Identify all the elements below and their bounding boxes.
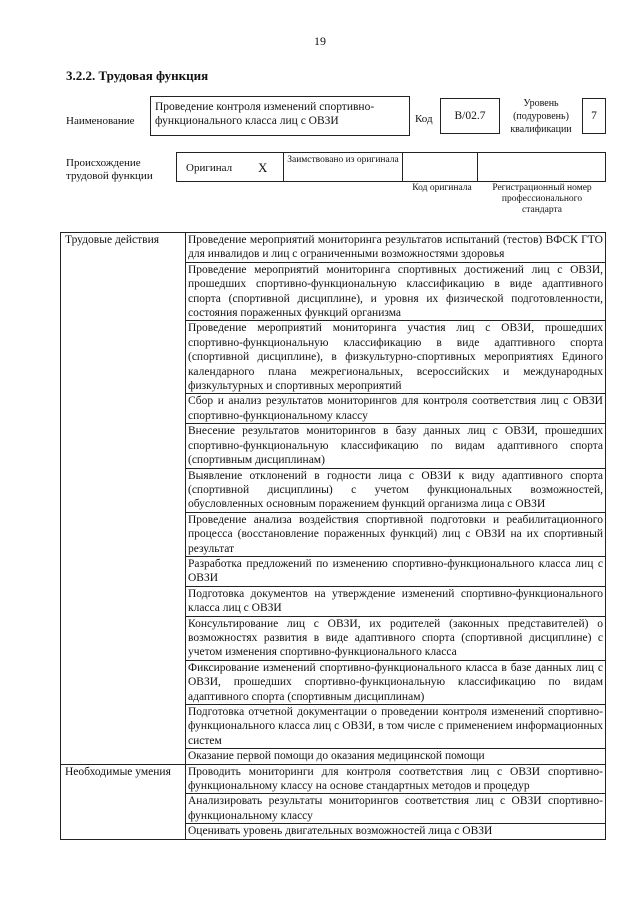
section-item: Проводить мониторинги для контроля соответствия лиц с ОВЗИ спортивно-функциональному классу на основе стандартных методов и процедур <box>186 764 606 794</box>
section-item: Фиксирование изменений спортивно-функционального класса в базе данных лиц с ОВЗИ, прошедших спортивно-функциональную классификацию по видам адаптивного спорта (спортивным дисциплинам) <box>186 660 606 704</box>
code-value: B/02.7 <box>454 110 486 122</box>
section-item: Проведение мероприятий мониторинга результатов испытаний (тестов) ВФСК ГТО для инвалидов и лиц с ограниченными возможностями здоровья <box>186 233 606 263</box>
table-row <box>61 233 606 263</box>
section-item: Разработка предложений по изменению спортивно-функционального класса лиц с ОВЗИ <box>186 556 606 586</box>
code-original-label: Код оригинала <box>412 183 472 193</box>
name-value-cell <box>150 96 410 136</box>
code-value-cell <box>440 98 500 134</box>
labor-function-table <box>60 232 606 840</box>
section-item: Выявление отклонений в годности лица с ОВЗИ к виду адаптивного спорта (спортивной дисциплины) с учетом функциональных возможностей, обусловленных основным поражением функций организма лица с ОВЗИ <box>186 468 606 512</box>
section-item: Оказание первой помощи до оказания медицинской помощи <box>186 749 606 764</box>
name-label: Наименование <box>66 115 135 127</box>
reg-number-label: Регистрационный номер профессионального стандарта <box>492 183 592 215</box>
section-title: Необходимые умения <box>61 764 186 839</box>
section-item: Проведение анализа воздействия спортивной подготовки и реабилитационного процесса (восстановление пораженных функций) лиц с ОВЗИ на их спортивный результат <box>186 512 606 556</box>
section-heading: 3.2.2. Трудовая функция <box>66 68 209 83</box>
section-title: Трудовые действия <box>61 233 186 765</box>
qualification-level-label: Уровень (подуровень) квалификации <box>510 98 572 135</box>
section-item: Проведение мероприятий мониторинга участия лиц с ОВЗИ, прошедших спортивно-функциональную классификацию в виде адаптивного спорта (спортивной дисциплине), в физкультурно-спортивных мероприятиях Единого календарного плана межрегиональных, всероссийских и международных физкультурных и спортивных мероприятий <box>186 321 606 394</box>
borrowed-label: Заимствовано из оригинала <box>287 155 399 165</box>
section-item: Проведение мероприятий мониторинга спортивных достижений лиц с ОВЗИ, прошедших спортивно-функциональную классификацию в виде адаптивного спорта (спортивной дисциплине), и уровня их физической подготовленности, состояния пораженных функций организма <box>186 262 606 321</box>
original-label: Оригинал <box>186 162 233 174</box>
qualification-level-value: 7 <box>591 110 597 122</box>
section-item: Подготовка документов на утверждение изменений спортивно-функционального класса лиц с ОВЗИ <box>186 586 606 616</box>
section-item: Оценивать уровень двигательных возможностей лица с ОВЗИ <box>186 824 606 839</box>
code-label: Код <box>415 113 433 125</box>
origin-label: Происхождение трудовой функции <box>66 157 153 182</box>
code-original-cell <box>402 152 478 182</box>
name-value: Проведение контроля изменений спортивно-функционального класса лиц с ОВЗИ <box>155 101 375 127</box>
qualification-level-cell <box>582 98 606 134</box>
section-item: Подготовка отчетной документации о проведении контроля изменений спортивно-функционального класса лиц с ОВЗИ, в том числе с применением информационных систем <box>186 705 606 749</box>
section-item: Сбор и анализ результатов мониторингов для контроля соответствия лиц с ОВЗИ спортивно-функциональному классу <box>186 394 606 424</box>
section-item: Внесение результатов мониторингов в базу данных лиц с ОВЗИ, прошедших спортивно-функциональную классификацию по видам адаптивного спорта (спортивным дисциплинам) <box>186 424 606 468</box>
page-number: 19 <box>314 34 326 48</box>
table-row <box>61 764 606 794</box>
original-mark: X <box>258 160 268 175</box>
section-item: Консультирование лиц с ОВЗИ, их родителей (законных представителей) о возможностях развития в виде адаптивного спорта (спортивной дисциплине) с учетом изменения спортивно-функционального класса <box>186 616 606 660</box>
section-item: Анализировать результаты мониторингов соответствия лиц с ОВЗИ спортивно-функциональному классу <box>186 794 606 824</box>
